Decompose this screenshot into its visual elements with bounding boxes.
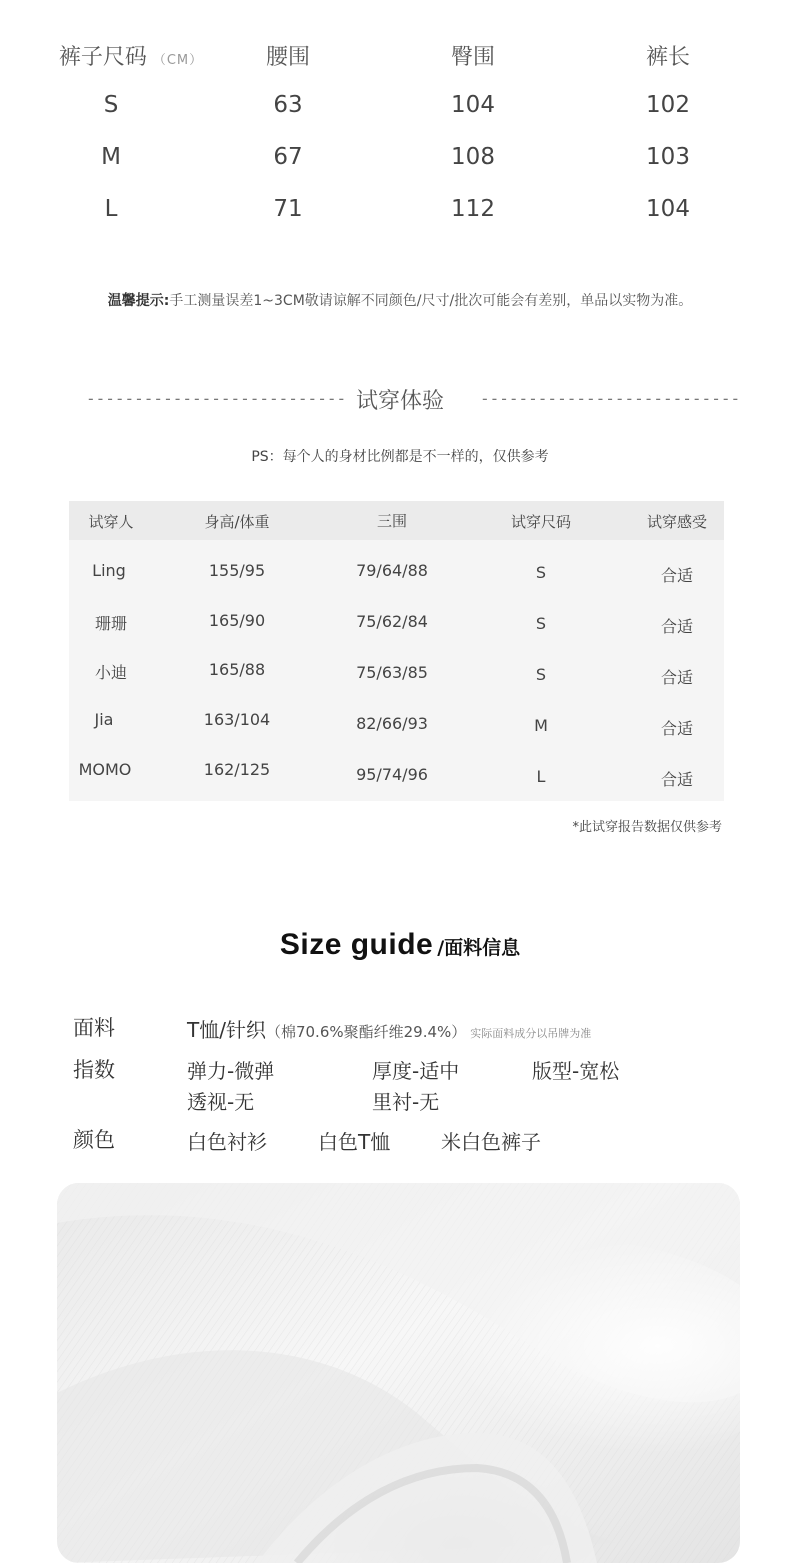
tryon-footnote: *此试穿报告数据仅供参考 [572,820,722,835]
notice-label: 温馨提示: [107,293,170,309]
size-guide-title-cn: /面料信息 [437,937,521,959]
size-waist: 71 [273,196,303,222]
title-divider-right: --------------------------- [480,389,741,408]
size-header-label [59,40,203,71]
size-name: S [103,92,119,118]
index-fit: 版型-宽松 [532,1059,620,1083]
color-option: 米白色裤子 [441,1130,541,1154]
size-hip: 112 [451,196,495,222]
size-waist: 67 [273,144,303,170]
index-elasticity: 弹力-微弹 [187,1059,275,1083]
size-hip: 104 [451,92,495,118]
tryon-size: S [535,563,547,582]
size-header-unit: （CM） [152,53,204,68]
tryon-table [69,501,724,801]
tryon-title: 试穿体验 [355,389,444,414]
size-name: M [101,144,121,170]
tryon-person: 珊珊 [94,614,128,633]
fabric-closeup-photo [57,1183,740,1563]
tryon-table-header [69,501,724,540]
size-guide-title [0,928,800,962]
tryon-header-measurements: 三围 [376,512,408,530]
tryon-ps-note: PS：每个人的身材比例都是不一样的，仅供参考 [251,449,549,465]
color-label: 颜色 [73,1128,115,1152]
index-label: 指数 [73,1058,115,1082]
tryon-feeling: 合适 [660,566,694,585]
fabric-note: 实际面料成分以吊牌为准 [470,1027,592,1040]
header-waist: 腰围 [265,45,311,70]
size-header-title: 裤子尺码 [58,45,147,70]
size-table [0,40,800,248]
tryon-header-feeling: 试穿感受 [646,513,708,531]
header-length: 裤长 [645,45,691,70]
size-guide-title-en: Size guide [279,928,434,961]
index-transparency: 透视-无 [187,1090,255,1114]
tryon-size: L [536,767,546,786]
header-hip: 臀围 [450,45,496,70]
tryon-measurements: 95/74/96 [356,765,428,784]
tryon-header-height-weight: 身高/体重 [204,513,270,531]
size-row [0,196,800,248]
size-name: L [104,196,118,222]
index-thickness: 厚度-适中 [372,1059,460,1083]
tryon-height-weight: 162/125 [203,760,271,779]
size-length: 102 [646,92,690,118]
tryon-person: 小迪 [94,663,128,682]
tryon-height-weight: 155/95 [208,561,266,580]
tryon-feeling: 合适 [660,668,694,687]
title-divider-left: --------------------------- [86,389,347,408]
tryon-measurements: 75/63/85 [356,663,428,682]
fabric-composition: （棉70.6%聚酯纤维29.4%） [265,1023,467,1041]
size-length: 103 [646,144,690,170]
index-lining: 里衬-无 [372,1090,440,1114]
size-row [0,144,800,196]
fabric-value [187,1014,591,1043]
tryon-size: S [535,614,547,633]
tryon-measurements: 75/62/84 [356,612,428,631]
size-waist: 63 [273,92,303,118]
tryon-measurements: 82/66/93 [356,714,428,733]
tryon-height-weight: 165/90 [208,611,266,630]
measurement-notice [0,290,800,310]
size-length: 104 [646,196,690,222]
tryon-height-weight: 165/88 [208,660,266,679]
tryon-feeling: 合适 [660,719,694,738]
fabric-label: 面料 [73,1016,115,1040]
fabric-type: T恤/针织 [187,1018,266,1042]
tryon-size: M [534,716,548,735]
notice-text: 手工测量误差1~3CM敬请谅解不同颜色/尺寸/批次可能会有差别，单品以实物为准。 [169,293,693,309]
size-row [0,92,800,144]
tryon-size: S [535,665,547,684]
tryon-height-weight: 163/104 [203,710,271,729]
tryon-person: Ling [92,561,126,580]
color-option: 白色T恤 [318,1130,391,1154]
size-table-header [0,40,800,92]
tryon-header-person: 试穿人 [88,513,134,531]
tryon-person: Jia [94,710,114,729]
size-hip: 108 [451,144,495,170]
tryon-feeling: 合适 [660,770,694,789]
tryon-measurements: 79/64/88 [356,561,428,580]
tryon-header-size: 试穿尺码 [510,513,572,531]
tryon-person: MOMO [78,760,132,779]
tryon-feeling: 合适 [660,617,694,636]
color-option: 白色衬衫 [187,1130,267,1154]
